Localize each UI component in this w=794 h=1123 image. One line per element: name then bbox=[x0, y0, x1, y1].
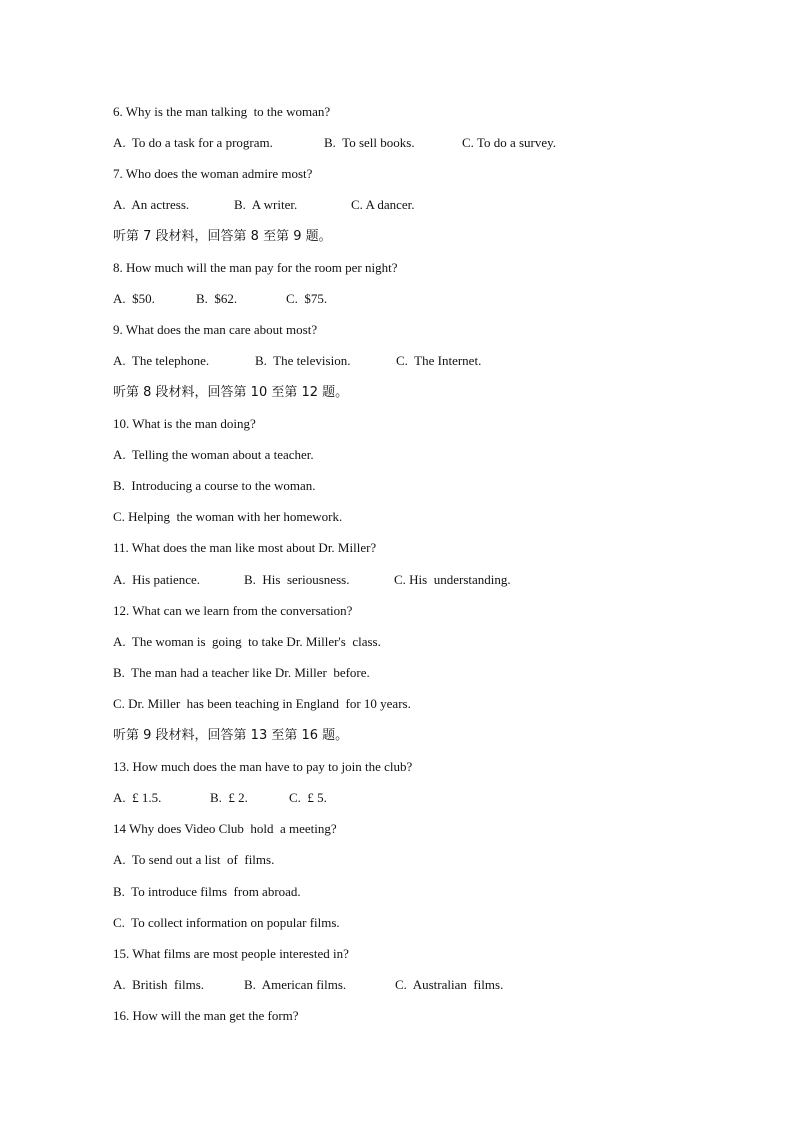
question-16: 16. How will the man get the form? bbox=[113, 1008, 299, 1023]
option-14a: A. To send out a list of films. bbox=[113, 852, 275, 867]
question-11-options bbox=[113, 570, 673, 590]
option-11c: C. His understanding. bbox=[394, 572, 511, 587]
question-6-options bbox=[113, 133, 673, 153]
option-8c: C. $75. bbox=[286, 291, 328, 306]
section-heading-8: 听第 8 段材料，回答第 10 至第 12 题。 bbox=[113, 385, 349, 400]
question-12: 12. What can we learn from the conversation? bbox=[113, 603, 353, 618]
option-8a: A. $50. bbox=[113, 291, 155, 306]
question-13: 13. How much does the man have to pay to join the club? bbox=[113, 759, 413, 774]
option-12c: C. Dr. Miller has been teaching in England for 10 years. bbox=[113, 696, 411, 711]
option-10c: C. Helping the woman with her homework. bbox=[113, 509, 343, 524]
option-15b: B. American films. bbox=[244, 977, 347, 992]
question-9: 9. What does the man care about most? bbox=[113, 322, 318, 337]
question-8-options bbox=[113, 289, 673, 309]
question-13-options bbox=[113, 788, 673, 808]
option-15a: A. British films. bbox=[113, 977, 205, 992]
option-6a: A. To do a task for a program. bbox=[113, 135, 273, 150]
option-6b: B. To sell books. bbox=[324, 135, 415, 150]
question-6: 6. Why is the man talking to the woman? bbox=[113, 104, 331, 119]
question-15: 15. What films are most people interested in? bbox=[113, 946, 349, 961]
option-14c: C. To collect information on popular films. bbox=[113, 915, 340, 930]
option-12a: A. The woman is going to take Dr. Miller's class. bbox=[113, 634, 381, 649]
question-10: 10. What is the man doing? bbox=[113, 416, 256, 431]
option-12b: B. The man had a teacher like Dr. Miller before. bbox=[113, 665, 370, 680]
option-11b: B. His seriousness. bbox=[244, 572, 350, 587]
option-15c: C. Australian films. bbox=[395, 977, 504, 992]
question-7: 7. Who does the woman admire most? bbox=[113, 166, 313, 181]
option-7b: B. A writer. bbox=[234, 197, 298, 212]
question-8: 8. How much will the man pay for the room per night? bbox=[113, 260, 398, 275]
question-7-options bbox=[113, 195, 673, 215]
question-9-options bbox=[113, 351, 673, 371]
question-11: 11. What does the man like most about Dr. Miller? bbox=[113, 540, 377, 555]
option-10b: B. Introducing a course to the woman. bbox=[113, 478, 316, 493]
option-9c: C. The Internet. bbox=[396, 353, 482, 368]
option-13a: A. £ 1.5. bbox=[113, 790, 162, 805]
option-13c: C. £ 5. bbox=[289, 790, 327, 805]
option-9a: A. The telephone. bbox=[113, 353, 210, 368]
option-14b: B. To introduce films from abroad. bbox=[113, 884, 301, 899]
option-13b: B. £ 2. bbox=[210, 790, 248, 805]
option-6c: C. To do a survey. bbox=[462, 135, 557, 150]
question-14: 14 Why does Video Club hold a meeting? bbox=[113, 821, 337, 836]
question-15-options bbox=[113, 975, 673, 995]
option-10a: A. Telling the woman about a teacher. bbox=[113, 447, 314, 462]
option-11a: A. His patience. bbox=[113, 572, 201, 587]
section-heading-7: 听第 7 段材料，回答第 8 至第 9 题。 bbox=[113, 229, 332, 244]
option-7c: C. A dancer. bbox=[351, 197, 415, 212]
option-9b: B. The television. bbox=[255, 353, 351, 368]
option-7a: A. An actress. bbox=[113, 197, 190, 212]
option-8b: B. $62. bbox=[196, 291, 238, 306]
section-heading-9: 听第 9 段材料，回答第 13 至第 16 题。 bbox=[113, 728, 349, 743]
